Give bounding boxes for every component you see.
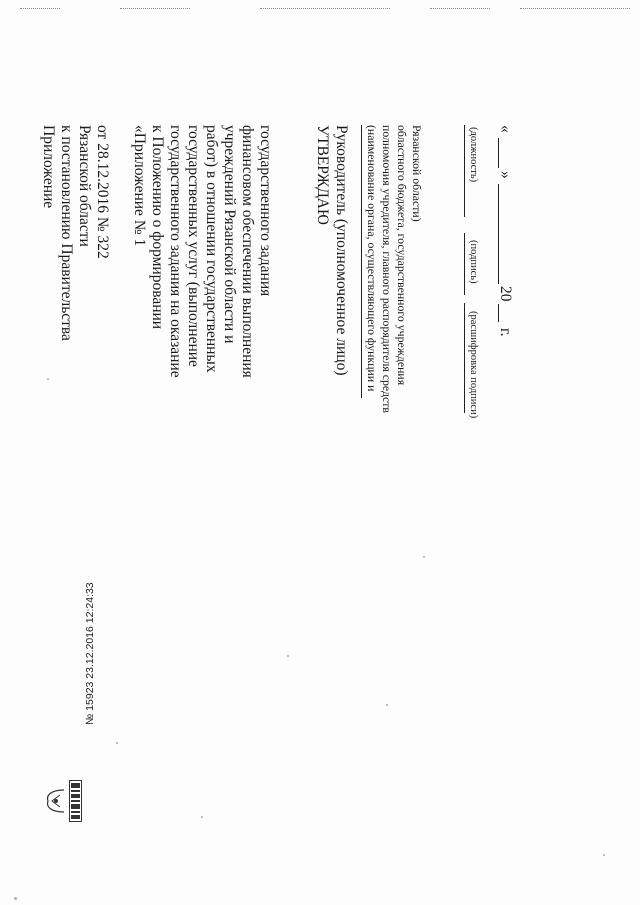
date-close-quote: »	[497, 171, 514, 179]
date-day-line	[498, 138, 499, 168]
appendix-line: к Положению о формировании	[149, 125, 166, 330]
appendix-line: государственных услуг (выполнение	[185, 125, 202, 367]
organ-note-line: областного бюджета, государственного учреждения	[395, 125, 409, 386]
date-year-prefix: 20	[497, 286, 514, 302]
signature-line	[464, 233, 465, 295]
header-line: Приложение	[40, 125, 57, 209]
registration-stamp: № 15923 23.12.2016 12:24:33	[84, 582, 96, 725]
header-line: к постановлению Правительства	[58, 125, 75, 341]
date-year-line	[498, 304, 499, 322]
organ-note-line: полномочия учредителя, главного распорядителя средств	[380, 125, 394, 413]
position-label: (должность)	[468, 127, 479, 183]
approval-title: УТВЕРЖДАЮ	[314, 125, 331, 225]
header-line: Рязанской области	[76, 125, 93, 247]
approval-subtitle: Руководитель (уполномоченное лицо)	[333, 125, 350, 376]
appendix-line: государственного задания	[257, 125, 274, 297]
date-month-line	[498, 184, 499, 284]
organ-note-line: Рязанской области)	[410, 125, 424, 222]
date-open-quote: «	[497, 125, 514, 133]
signature-line	[361, 125, 362, 398]
date-year-suffix: г.	[497, 328, 514, 337]
appendix-line: учреждений Рязанской области и	[221, 125, 238, 344]
appendix-line: финансовом обеспечении выполнения	[239, 125, 256, 378]
decoding-label: (расшифровка подписи)	[468, 311, 479, 419]
signature-label: (подпись)	[468, 240, 479, 284]
appendix-line: «Приложение № 1	[131, 125, 148, 247]
appendix-line: государственного задания на оказание	[167, 125, 184, 378]
decoding-line	[464, 303, 465, 413]
position-line	[464, 125, 465, 217]
header-line: от 28.12.2016 № 322	[94, 125, 111, 259]
organ-note-line: (наименование органа, осуществляющего функции и	[365, 125, 379, 392]
appendix-line: работ) в отношении государственных	[203, 125, 220, 373]
